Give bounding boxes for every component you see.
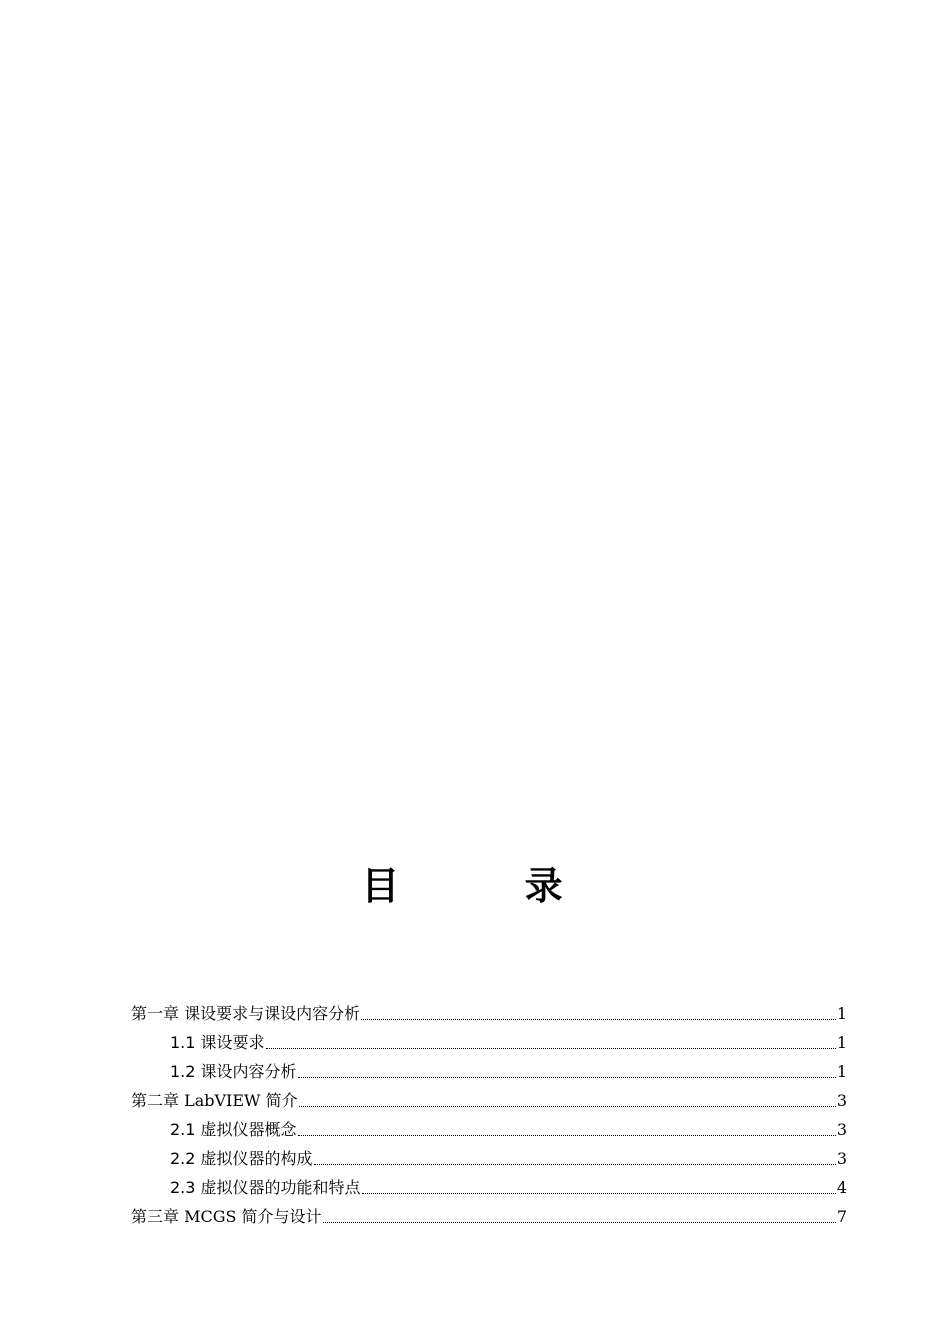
toc-entry-section-2-2[interactable] (131, 1144, 847, 1173)
toc-page-number: 1 (836, 1033, 847, 1052)
dot-leader (266, 1048, 836, 1049)
dot-leader (314, 1164, 836, 1165)
toc-page-number: 3 (836, 1120, 847, 1139)
toc-page-number: 4 (836, 1178, 847, 1197)
toc-page-number: 3 (836, 1091, 847, 1110)
toc-entry-section-1-1[interactable] (131, 1028, 847, 1057)
toc-entry-text: 2.2 虚拟仪器的构成 (170, 1149, 313, 1168)
toc-entry-section-2-1[interactable] (131, 1115, 847, 1144)
toc-entry-text: 1.2 课设内容分析 (170, 1062, 297, 1081)
toc-entry-text: 第一章 课设要求与课设内容分析 (131, 1004, 361, 1023)
dot-leader (299, 1106, 836, 1107)
toc-entry-text: 2.1 虚拟仪器概念 (170, 1120, 297, 1139)
toc-entry-text: 2.3 虚拟仪器的功能和特点 (170, 1178, 361, 1197)
toc-title: 目 录 (361, 864, 619, 908)
dot-leader (323, 1222, 836, 1223)
toc-entry-text: 第三章 MCGS 简介与设计 (131, 1207, 322, 1226)
toc-entry-text: 1.1 课设要求 (170, 1033, 265, 1052)
toc-page-number: 7 (836, 1207, 847, 1226)
toc-entry-chapter-2[interactable] (131, 1086, 847, 1115)
toc-entry-chapter-3[interactable] (131, 1202, 847, 1231)
dot-leader (362, 1193, 836, 1194)
toc-entry-chapter-1[interactable] (131, 999, 847, 1028)
dot-leader (361, 1019, 836, 1020)
table-of-contents (131, 999, 847, 1231)
toc-page-number: 1 (836, 1062, 847, 1081)
dot-leader (298, 1077, 836, 1078)
toc-entry-section-2-3[interactable] (131, 1173, 847, 1202)
toc-entry-section-1-2[interactable] (131, 1057, 847, 1086)
dot-leader (298, 1135, 836, 1136)
toc-entry-text: 第二章 LabVIEW 简介 (131, 1091, 298, 1110)
toc-page-number: 3 (836, 1149, 847, 1168)
toc-page-number: 1 (836, 1004, 847, 1023)
